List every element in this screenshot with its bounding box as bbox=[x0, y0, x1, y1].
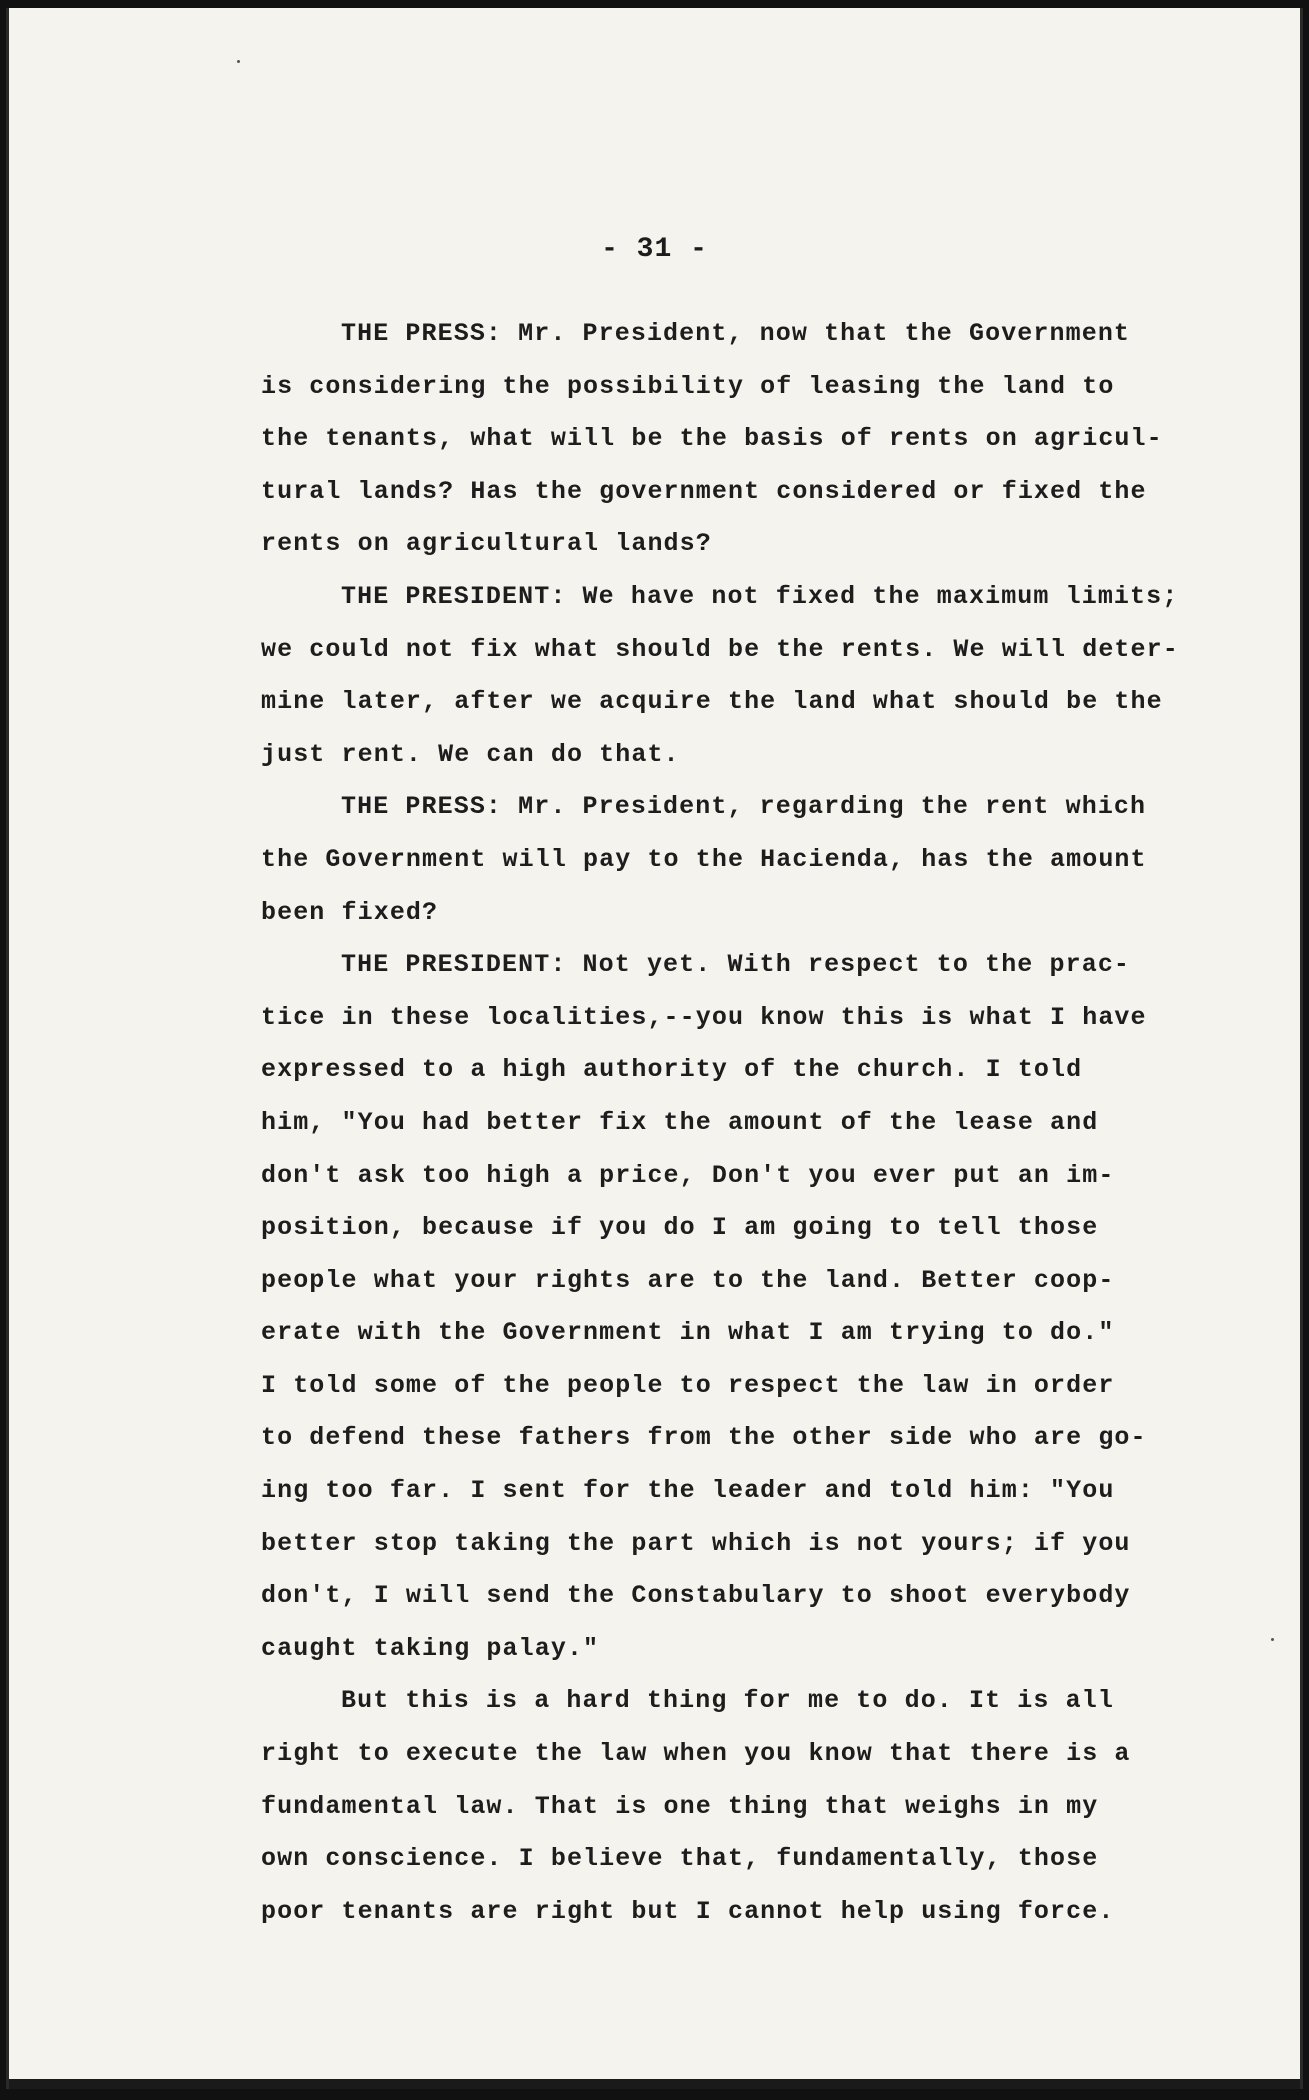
text-line: THE PRESIDENT: We have not fixed the maximum limits; bbox=[341, 581, 1179, 611]
text-line: people what your rights are to the land. Better coop- bbox=[261, 1265, 1115, 1295]
text-line: just rent. We can do that. bbox=[261, 739, 680, 769]
text-line: position, because if you do I am going to tell those bbox=[261, 1213, 1099, 1243]
text-line: the Government will pay to the Hacienda, has the amount bbox=[261, 844, 1147, 874]
scanned-page bbox=[6, 8, 1303, 2089]
text-line: don't, I will send the Constabulary to shoot everybody bbox=[261, 1581, 1131, 1611]
text-line: right to execute the law when you know that there is a bbox=[261, 1739, 1131, 1769]
text-line: fundamental law. That is one thing that weighs in my bbox=[261, 1791, 1099, 1821]
text-line: THE PRESS: Mr. President, regarding the rent which bbox=[341, 792, 1147, 822]
text-line: tural lands? Has the government considered or fixed the bbox=[261, 476, 1147, 506]
text-line: I told some of the people to respect the law in order bbox=[261, 1370, 1115, 1400]
text-line: is considering the possibility of leasing the land to bbox=[261, 371, 1115, 401]
text-line: own conscience. I believe that, fundamentally, those bbox=[261, 1844, 1099, 1874]
scan-bottom-edge bbox=[9, 2079, 1300, 2089]
scan-speck bbox=[1271, 1638, 1274, 1641]
text-line: the tenants, what will be the basis of rents on agricul- bbox=[261, 424, 1163, 454]
text-line: don't ask too high a price, Don't you ever put an im- bbox=[261, 1160, 1115, 1190]
text-line: better stop taking the part which is not yours; if you bbox=[261, 1528, 1131, 1558]
text-line: THE PRESIDENT: Not yet. With respect to the prac- bbox=[341, 950, 1131, 980]
page-number: - 31 - bbox=[601, 234, 708, 265]
text-line: to defend these fathers from the other side who are go- bbox=[261, 1423, 1147, 1453]
text-line: been fixed? bbox=[261, 897, 439, 927]
text-line: rents on agricultural lands? bbox=[261, 529, 712, 559]
typewritten-transcript bbox=[261, 308, 1179, 1938]
text-line: tice in these localities,--you know this is what I have bbox=[261, 1002, 1147, 1032]
text-line: expressed to a high authority of the church. I told bbox=[261, 1055, 1083, 1085]
text-line: poor tenants are right but I cannot help using force. bbox=[261, 1896, 1115, 1926]
text-line: him, "You had better fix the amount of the lease and bbox=[261, 1107, 1099, 1137]
scan-speck bbox=[237, 60, 240, 63]
text-line: we could not fix what should be the rents. We will deter- bbox=[261, 634, 1179, 664]
text-line: erate with the Government in what I am trying to do." bbox=[261, 1318, 1115, 1348]
text-line: ing too far. I sent for the leader and told him: "You bbox=[261, 1476, 1115, 1506]
text-line: mine later, after we acquire the land what should be the bbox=[261, 687, 1163, 717]
text-line: But this is a hard thing for me to do. It is all bbox=[341, 1686, 1114, 1716]
text-line: caught taking palay." bbox=[261, 1633, 600, 1663]
text-line: THE PRESS: Mr. President, now that the Government bbox=[341, 319, 1131, 348]
